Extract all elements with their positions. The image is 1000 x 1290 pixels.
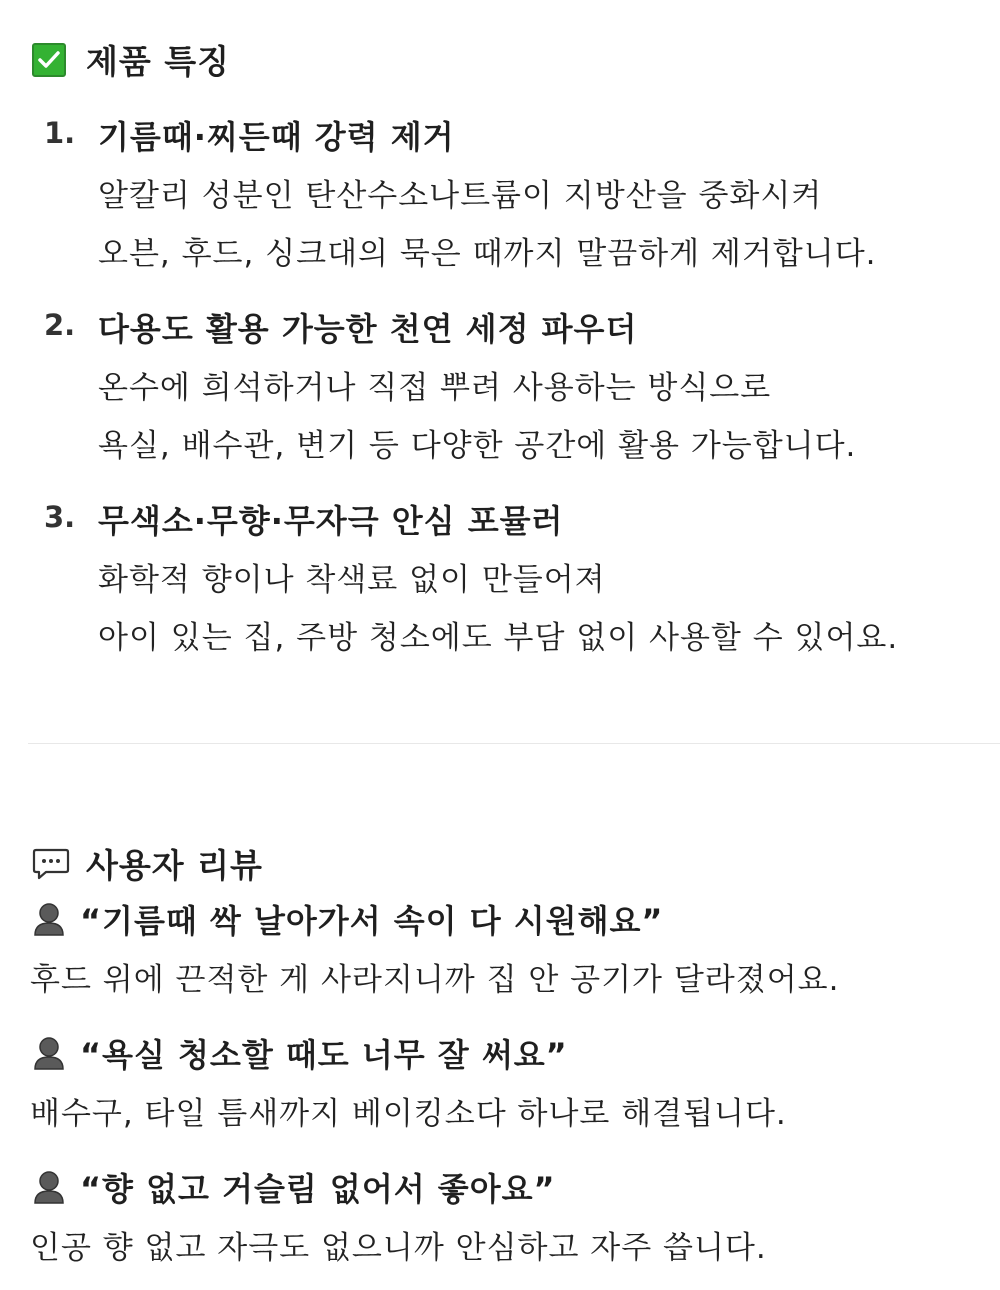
feature-description-line: 오븐, 후드, 싱크대의 묵은 때까지 말끔하게 제거합니다.: [98, 236, 877, 272]
reviews-heading-text: 사용자 리뷰: [86, 846, 263, 885]
review-title-1: [32, 896, 663, 942]
feature-description-line: 욕실, 배수관, 변기 등 다양한 공간에 활용 가능합니다.: [98, 428, 857, 464]
feature-title: 기름때·찌든때 강력 제거: [98, 118, 455, 156]
review-body-2: 배수구, 타일 틈새까지 베이킹소다 하나로 해결됩니다.: [30, 1096, 787, 1132]
feature-number: 2.: [44, 308, 76, 342]
section-divider: [28, 743, 1000, 744]
feature-title: 다용도 활용 가능한 천연 세정 파우더: [98, 310, 638, 348]
feature-description-line: 화학적 향이나 착색료 없이 만들어져: [98, 562, 606, 598]
person-icon: [32, 901, 66, 937]
review-body-1: 후드 위에 끈적한 게 사라지니까 집 안 공기가 달라졌어요.: [30, 962, 840, 998]
feature-description-line: 알칼리 성분인 탄산수소나트륨이 지방산을 중화시켜: [98, 178, 823, 214]
reviews-heading: [32, 840, 263, 887]
features-heading-text: 제품 특징: [86, 42, 231, 81]
review-title-text: “향 없고 거슬림 없어서 좋아요”: [80, 1170, 556, 1208]
person-icon: [32, 1169, 66, 1205]
review-title-text: “욕실 청소할 때도 너무 잘 써요”: [80, 1036, 568, 1074]
speech-bubble-icon: [32, 847, 70, 881]
check-mark-icon: [32, 43, 66, 77]
feature-number: 3.: [44, 500, 76, 534]
feature-title: 무색소·무향·무자극 안심 포뮬러: [98, 502, 564, 540]
review-title-2: [32, 1030, 568, 1076]
review-body-3: 인공 향 없고 자극도 없으니까 안심하고 자주 씁니다.: [30, 1230, 767, 1266]
review-title-text: “기름때 싹 날아가서 속이 다 시원해요”: [80, 902, 664, 940]
feature-number: 1.: [44, 116, 76, 150]
features-heading: [32, 36, 230, 83]
feature-description-line: 온수에 희석하거나 직접 뿌려 사용하는 방식으로: [98, 370, 772, 406]
review-title-3: [32, 1164, 556, 1210]
person-icon: [32, 1035, 66, 1071]
feature-description-line: 아이 있는 집, 주방 청소에도 부담 없이 사용할 수 있어요.: [98, 620, 899, 656]
